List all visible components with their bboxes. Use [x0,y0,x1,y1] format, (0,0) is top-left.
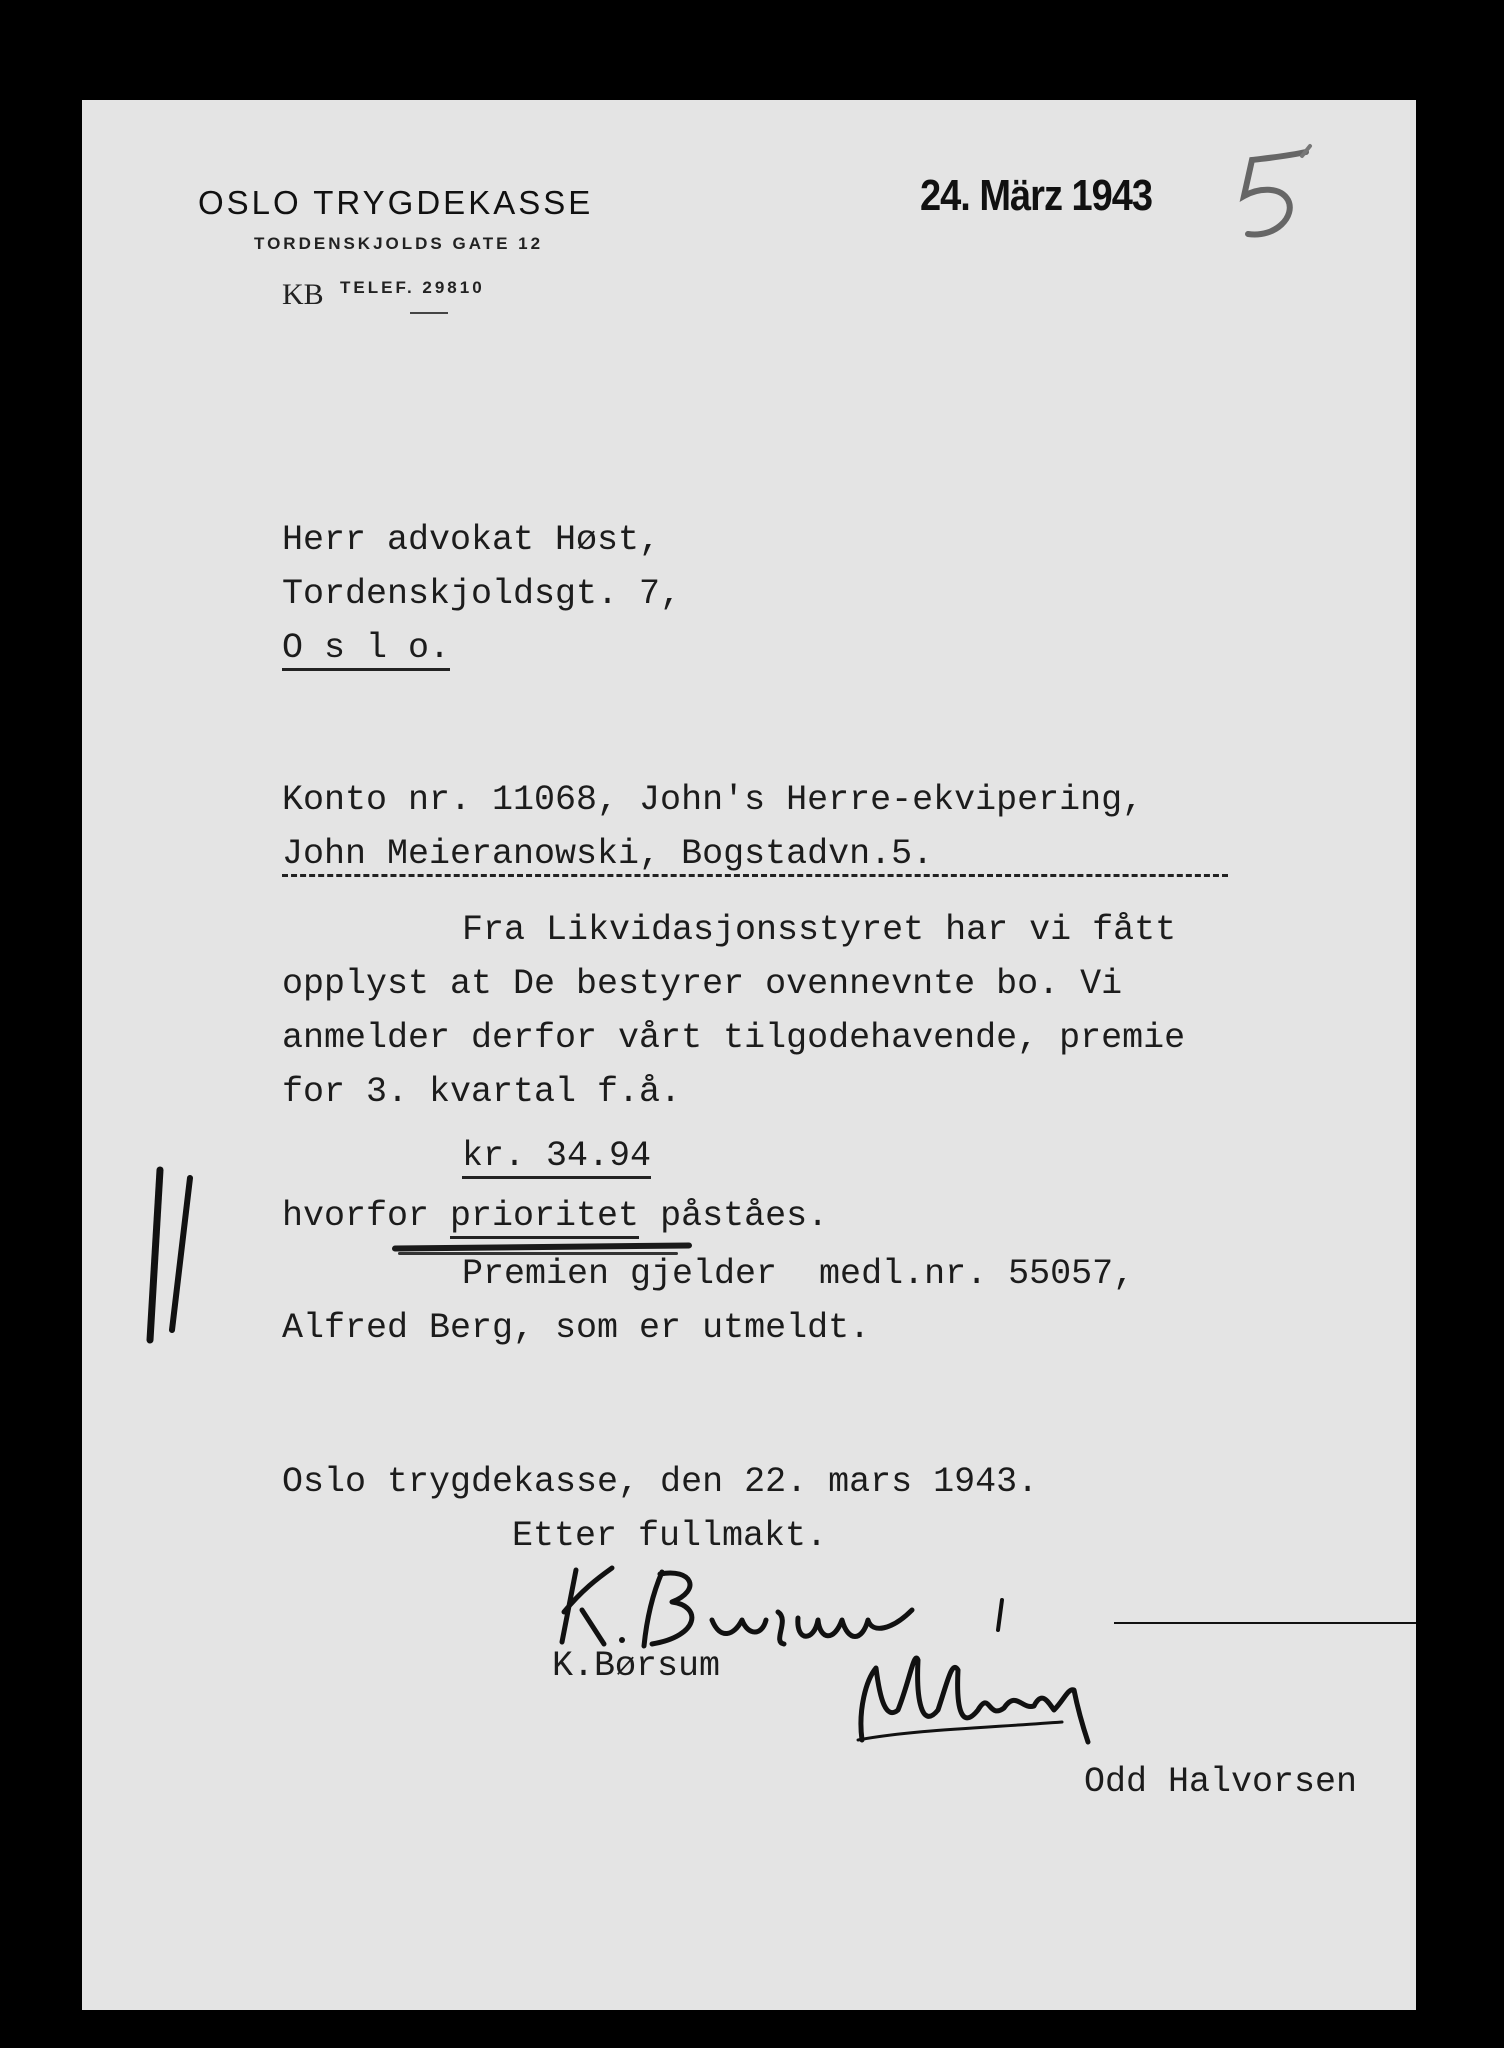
claim-priority-word: prioritet [450,1196,639,1239]
closing-place-date: Oslo trygdekasse, den 22. mars 1943. [282,1462,1039,1502]
letterhead-initials: KB [282,278,324,311]
margin-pen-marks [132,1150,212,1350]
signer-1-typed-name: K.Børsum [552,1646,721,1686]
claim-suffix: påståes. [639,1196,829,1236]
letterhead-address: TORDENSKJOLDS GATE 12 [254,234,544,253]
page-number-text: 5 [1258,208,1259,209]
recipient-line-2: Tordenskjoldsgt. 7, [282,574,682,614]
body-p2-line-1: Premien gjelder medl.nr. 55057, [462,1254,1135,1294]
recipient-line-3: O s l o. [282,628,450,671]
received-date-stamp: 24. März 1943 [920,172,1153,221]
subject-line-2: John Meieranowski, Bogstadvn.5. [282,834,1228,877]
subject-line-1: Konto nr. 11068, John's Herre-ekvipering, [282,780,1144,820]
body-p1-line-4: for 3. kvartal f.å. [282,1072,682,1112]
claim-amount: kr. 34.94 [462,1136,651,1179]
handwritten-page-number [1218,138,1328,248]
body-p2-line-2: Alfred Berg, som er utmeldt. [282,1308,871,1348]
letterhead-phone: TELEF. 29810 [340,278,485,297]
body-p1-line-2: opplyst at De bestyrer ovennevnte bo. Vi [282,964,1123,1004]
recipient-line-1: Herr advokat Høst, [282,520,661,560]
claim-line [282,1196,828,1236]
letterhead-phone-rule [410,312,448,314]
priority-pen-underline [392,1242,692,1251]
letterhead-organization: OSLO TRYGDEKASSE [198,184,594,221]
letter-paper [82,100,1416,2010]
signer-2-typed-name: Odd Halvorsen [1084,1762,1358,1802]
body-p1-line-1: Fra Likvidasjonsstyret har vi fått [462,910,1177,950]
closing-authority: Etter fullmakt. [512,1516,828,1556]
claim-prefix: hvorfor [282,1196,451,1236]
signature-halvorsen [802,1590,1102,1760]
signature-rule [1114,1622,1416,1624]
body-p1-line-3: anmelder derfor vårt tilgodehavende, premie [282,1018,1186,1058]
